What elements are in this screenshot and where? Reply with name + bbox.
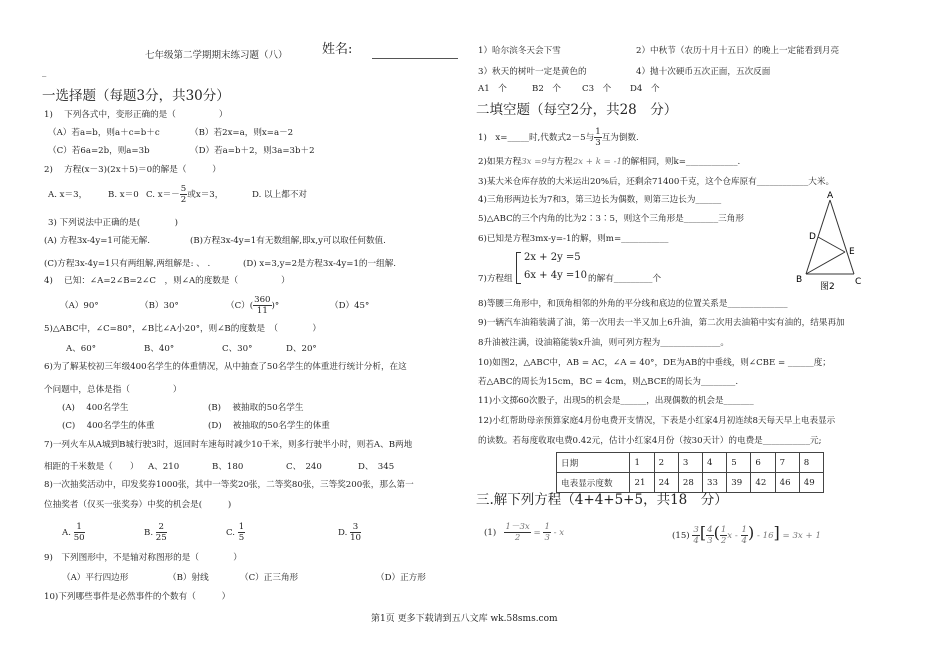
fill-10-line-2: 若△ABC的周长为15cm，BC = 4cm，则△BCE的周长为________. <box>478 377 739 387</box>
q8-option-a: A. $\frac{1}{50}$ <box>62 522 85 543</box>
page-title: 七年级第二学期期末练习题（八） <box>145 50 288 61</box>
question-8-line-2: 位抽奖者（仅买一张奖券）中奖的机会是( ) <box>44 500 232 510</box>
event-1: 1）哈尔滨冬天会下雪 <box>478 46 561 56</box>
table-cell: 4 <box>703 453 727 473</box>
table-row <box>557 453 824 473</box>
question-7-line-2: 相距的千米数是（ ） <box>44 462 139 472</box>
question-9: 9) 下列图形中，不是轴对称图形的是（ ） <box>44 553 242 563</box>
question-3: 3) 下列说法中正确的是( ) <box>48 218 178 228</box>
table-cell: 日期 <box>557 453 630 473</box>
q9-option-d: （D）正方形 <box>376 573 426 583</box>
fill-9-line-1: 9)一辆汽车油箱装满了油，第一次用去一半又加上6升油，第二次用去油箱中实有油的，结果再加 <box>478 318 845 328</box>
system-eq-2: 6x + 4y =10 <box>524 270 588 281</box>
question-6-line-1: 6)为了解某校初三年级400名学生的体重情况，从中抽查了50名学生的体重进行统计分析，在这 <box>44 362 407 372</box>
equation-1: (1) $\frac{1-3x}{2}$ = $\frac{1}{3}$ - x <box>484 522 565 543</box>
table-cell: 8 <box>799 453 823 473</box>
segment-de <box>818 237 845 252</box>
q1-option-c: （C）若6a=2b，则a=3b <box>48 146 150 156</box>
fill-2: 2)如果方程3x =9与方程2x + k = -1的解相同，则k=____________. <box>478 157 741 167</box>
question-6-line-2: 个问题中，总体是指（ ） <box>44 385 182 395</box>
label-b: B <box>796 275 803 285</box>
q8-option-c: C. $\frac{1}{5}$ <box>226 522 245 543</box>
q5-option-a: A、60° <box>66 344 97 354</box>
table-cell: 33 <box>703 473 727 493</box>
q6-option-c: (C) 400名学生的体重 <box>62 421 155 431</box>
q9-option-c: （C）正三角形 <box>240 573 299 583</box>
system-brace <box>516 252 521 284</box>
table-cell: 46 <box>775 473 799 493</box>
q4-option-a: （A）90° <box>60 301 99 311</box>
event-2: 2）中秋节（农历十月十五日）的晚上一定能看到月亮 <box>636 46 840 56</box>
q5-option-c: C、30° <box>222 344 253 354</box>
event-4: 4）抛十次硬币五次正面，五次反面 <box>636 67 771 77</box>
q4-option-b: （B）30° <box>140 301 179 311</box>
q9-option-b: （B）射线 <box>168 573 209 583</box>
fill-12-line-1: 12)小红帮助母亲预算家庭4月份电费开支情况，下表是小红家4月初连续8天每天早上电表显示 <box>478 416 836 426</box>
q1-option-b: （B）若2x=a，则x=a－2 <box>190 128 294 138</box>
label-e: E <box>849 247 855 257</box>
table-cell: 39 <box>727 473 751 493</box>
label-a: A <box>827 191 834 201</box>
q10-option-a: A1 个 <box>478 84 507 94</box>
label-c: C <box>855 277 862 287</box>
event-3: 3）秋天的树叶一定是黄色的 <box>478 67 587 77</box>
q7-option-b: B、180 <box>212 462 244 472</box>
equation-2: (15) $\frac{3}{4}$ [ $\frac{4}{3}$ ( $\frac{1}{2}$ x - $\frac{1}{4}$ ) - 16] = 3x + 1 <box>672 523 821 546</box>
section-equation-heading: 三.解下列方程（4+4+5+5，共18 分） <box>476 492 728 508</box>
section-fill-heading: 二填空题（每空2分，共28 分） <box>476 102 678 118</box>
q3-option-d: (D) x=3,y=2是方程3x-4y=1的一组解. <box>243 259 397 269</box>
q7-option-a: A、210 <box>148 462 180 472</box>
table-cell: 42 <box>751 473 775 493</box>
q8-option-b: B. $\frac{2}{25}$ <box>144 522 167 543</box>
q10-option-d: D4 个 <box>630 84 660 94</box>
question-4: 4) 已知：∠A=2∠B=2∠C ，则∠A的度数是（ ） <box>44 276 290 286</box>
q2-option-a: A. x＝3， <box>48 190 88 200</box>
q5-option-d: D、20° <box>286 344 317 354</box>
q10-option-c: C3 个 <box>582 84 612 94</box>
stray-mark: _ <box>42 68 47 78</box>
fill-3: 3)某大米仓库存放的大米运出20%后，还剩余71400千克，这个仓库原有____________大米。 <box>478 177 835 187</box>
table-cell: 6 <box>751 453 775 473</box>
fill-11: 11)小文掷60次骰子，出现5的机会是______，出现偶数的机会是_______ <box>478 396 754 406</box>
q2-option-d: D. 以上都不对 <box>252 190 308 200</box>
page-footer: 第1页 更多下载请到五八文库 wk.58sms.com <box>371 614 558 624</box>
fill-5: 5)△ABC的三个内角的比为2∶3∶5，则这个三角形是________三角形 <box>478 214 744 224</box>
table-cell: 24 <box>654 473 678 493</box>
fill-4: 4)三角形两边长为7和3，第三边长为偶数，则第三边长为______ <box>478 195 722 205</box>
table-cell: 2 <box>654 453 678 473</box>
fill-7-answer: 的解有_________个 <box>588 274 662 284</box>
question-2: 2) 方程(x－3)(2x＋5)＝0的解是（ ） <box>44 165 221 175</box>
fill-8: 8)等腰三角形中，和顶角相邻的外角的平分线和底边的位置关系是______________ <box>478 299 788 309</box>
fill-12-line-2: 的读数。若每度收取电费0.42元，估计小红家4月份（按30天计）的电费是___________元; <box>478 436 822 446</box>
table-cell: 电表显示度数 <box>557 473 630 493</box>
table-cell: 49 <box>799 473 823 493</box>
q9-option-a: （A）平行四边形 <box>62 573 129 583</box>
q6-option-b: (B) 被抽取的50名学生 <box>208 403 304 413</box>
fill-9-line-2: 8升油被注满，设油箱能装x升油，则可列方程为______________。 <box>478 338 729 348</box>
question-10: 10)下列哪些事件是必然事件的个数有（ ） <box>44 592 231 602</box>
table-cell: 3 <box>678 453 702 473</box>
fill-1: 1) x=_____时,代数式2－5与 $\frac{1}{3}$ 互为倒数. <box>478 127 639 148</box>
fill-6: 6)已知是方程3mx-y=-1的解，则m=___________ <box>478 234 669 244</box>
q8-option-d: D. $\frac{3}{10}$ <box>338 522 361 543</box>
question-7-line-1: 7)一列火车从A城到B城行驶3时，返回时车速每时减少10千米，则多行驶半小时，则若A、B两地 <box>44 440 413 450</box>
q3-option-a: (A) 方程3x-4y=1可能无解. <box>44 236 150 246</box>
triangle-figure <box>790 188 870 292</box>
q6-option-a: (A) 400名学生 <box>62 403 129 413</box>
section-choice-heading: 一选择题（每题3分，共30分） <box>42 88 230 104</box>
q5-option-b: B、40° <box>144 344 175 354</box>
label-d: D <box>809 232 816 242</box>
name-label: 姓名: <box>322 42 353 57</box>
q7-option-c: C、 240 <box>286 462 322 472</box>
q3-option-b: (B)方程3x-4y=1有无数组解,即x,y可以取任何数值. <box>190 236 386 246</box>
fill-10-line-1: 10)如图2，△ABC中，AB = AC，∠A = 40°，DE为AB的中垂线，则∠CBE = ______度； <box>478 358 831 368</box>
table-row <box>557 473 824 493</box>
question-1: 1) 下列各式中，变形正确的是（ ） <box>44 110 228 120</box>
table-cell: 1 <box>630 453 654 473</box>
q2-option-b: B. x＝0 <box>108 190 139 200</box>
side-ac <box>830 200 854 274</box>
meter-table <box>556 452 824 493</box>
q7-option-d: D、 345 <box>358 462 395 472</box>
q6-option-d: (D) 被抽取的50名学生的体重 <box>208 421 330 431</box>
q4-option-c: （C）( $\frac{360}{11}$ )° <box>226 295 280 316</box>
system-eq-1: 2x + 2y =5 <box>524 252 581 263</box>
table-cell: 21 <box>630 473 654 493</box>
name-blank <box>372 58 458 59</box>
q10-option-b: B2 个 <box>532 84 561 94</box>
fill-7-label: 7)方程组 <box>478 274 513 284</box>
q1-option-d: （D）若a=b＋2，则3a=3b＋2 <box>190 146 315 156</box>
figure-caption: 图2 <box>820 282 835 292</box>
question-8-line-1: 8)一次抽奖活动中，印发奖券1000张，其中一等奖20张，二等奖80张，三等奖200张，那么第一 <box>44 480 414 490</box>
table-cell: 5 <box>727 453 751 473</box>
q2-option-c: C. x＝－ $\frac{5}{2}$ 或x＝3， <box>146 184 224 205</box>
q3-option-c: (C)方程3x-4y=1只有两组解,两组解是: 、 . <box>44 259 211 269</box>
q4-option-d: （D）45° <box>330 301 370 311</box>
q1-option-a: （A）若a=b，则a＋c=b＋c <box>48 128 160 138</box>
table-cell: 7 <box>775 453 799 473</box>
question-5: 5)△ABC中，∠C=80°，∠B比∠A小20°，则∠B的度数是 （ ） <box>44 324 321 334</box>
table-cell: 28 <box>678 473 702 493</box>
